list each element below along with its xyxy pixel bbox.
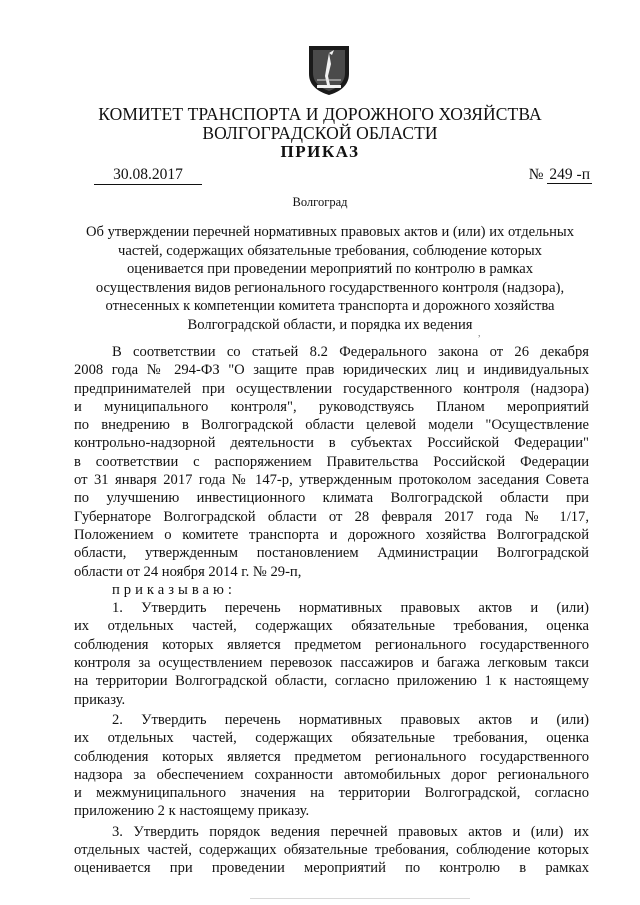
preamble-line: в соответствии с распоряжением Правительства Российской Федерации: [74, 453, 589, 470]
order-word: приказываю:: [112, 581, 236, 598]
preamble-line: контрольно-надзорной деятельности в субъектах Российской Федерации": [74, 435, 589, 452]
order-body: [74, 343, 589, 878]
city-name: Волгоград: [292, 195, 348, 209]
committee-name-line2: ВОЛГОГРАДСКОЙ ОБЛАСТИ: [202, 123, 438, 143]
order-date: 30.08.2017: [94, 166, 202, 185]
subject-line: осуществления видов регионального государственного контроля (надзора),: [95, 279, 565, 296]
preamble-paragraph: [74, 343, 589, 581]
order-subject: [60, 223, 600, 334]
item-1-line: их отдельных частей, содержащих обязательные требования, оценка: [74, 618, 589, 635]
subject-line: отнесенных к компетенции комитета транспорта и дорожного хозяйства: [105, 298, 555, 314]
item-2-line: их отдельных частей, содержащих обязательные требования, оценка: [74, 730, 589, 747]
subject-line: Волгоградской области, и порядка их ведения: [187, 316, 473, 333]
item-2-line: и межмуниципального значения на территории Волгоградской, согласно: [74, 785, 589, 802]
preamble-line: от 31 января 2017 года № 147-р, утвержденным протоколом заседания Совета: [74, 472, 589, 489]
preamble-line: Губернаторе Волгоградской области от 28 февраля 2017 года № 1/17,: [74, 508, 589, 525]
item-1-line: приказу.: [74, 691, 126, 708]
volgograd-coat-of-arms-icon: [307, 44, 351, 96]
item-1-line: соблюдения которых является предметом регионального государственного: [74, 636, 589, 653]
item-2-line: 2. Утвердить перечень нормативных правовых актов и (или): [112, 711, 589, 728]
item-2-line: надзора за обеспечением сохранности автомобильных дорог регионального: [74, 766, 589, 783]
item-1-line: контроля за осуществлением перевозок пассажиров и багажа легковым такси: [74, 655, 589, 672]
preamble-line: предпринимателей при осуществлении государственного контроля (надзора): [74, 380, 589, 397]
item-3-line: отдельных частей, содержащих обязательные требования, соблюдение которых: [74, 842, 589, 859]
item-1-line: 1. Утвердить перечень нормативных правовых актов и (или): [112, 600, 589, 617]
item-3-line: 3. Утвердить порядок ведения перечней правовых актов и (или) их: [112, 823, 589, 840]
item-2-line: приложению 2 к настоящему приказу.: [74, 803, 310, 820]
item-3-line: оценивается при проведении мероприятий по контролю в рамках: [74, 860, 589, 877]
preamble-line: по внедрению в Волгоградской области целевой модели "Осуществление: [74, 417, 589, 434]
preamble-line: 2008 года № 294-ФЗ "О защите прав юридических лиц и индивидуальных: [74, 362, 589, 379]
subject-line: оценивается при проведении мероприятий по контролю в рамках: [126, 261, 534, 277]
item-3-paragraph: [74, 823, 589, 878]
committee-name-line1: КОМИТЕТ ТРАНСПОРТА И ДОРОЖНОГО ХОЗЯЙСТВА: [98, 104, 542, 124]
item-2-paragraph: [74, 711, 589, 821]
order-number: [516, 166, 592, 184]
preamble-line: В соответствии со статьей 8.2 Федерального закона от 26 декабря: [112, 344, 589, 360]
preamble-line: области, утвержденным постановлением Администрации Волгоградской: [74, 545, 589, 562]
item-1-paragraph: [74, 599, 589, 709]
preamble-line: Положением о комитете транспорта и дорожного хозяйства Волгоградской: [74, 526, 589, 543]
preamble-line: области от 24 ноября 2014 г. № 29-п,: [74, 563, 302, 580]
page-edge-divider: [250, 898, 470, 899]
document-type: ПРИКАЗ: [280, 142, 360, 161]
subject-line: частей, содержащих обязательные требования, соблюдение которых: [118, 242, 542, 259]
subject-line: Об утверждении перечней нормативных правовых актов и (или) их отдельных: [85, 224, 574, 240]
preamble-line: по улучшению инвестиционного климата Волгоградской области при: [74, 490, 589, 507]
item-1-line: на территории Волгоградской области, согласно приложению 1 к настоящему: [74, 673, 589, 690]
preamble-line: и муниципального контроля", руководствуясь Планом мероприятий: [74, 398, 589, 415]
number-value: 249 -п: [549, 166, 590, 183]
margin-mark: ,: [478, 328, 481, 339]
item-2-line: соблюдения которых является предметом регионального государственного: [74, 748, 589, 765]
number-sign: №: [528, 166, 544, 183]
